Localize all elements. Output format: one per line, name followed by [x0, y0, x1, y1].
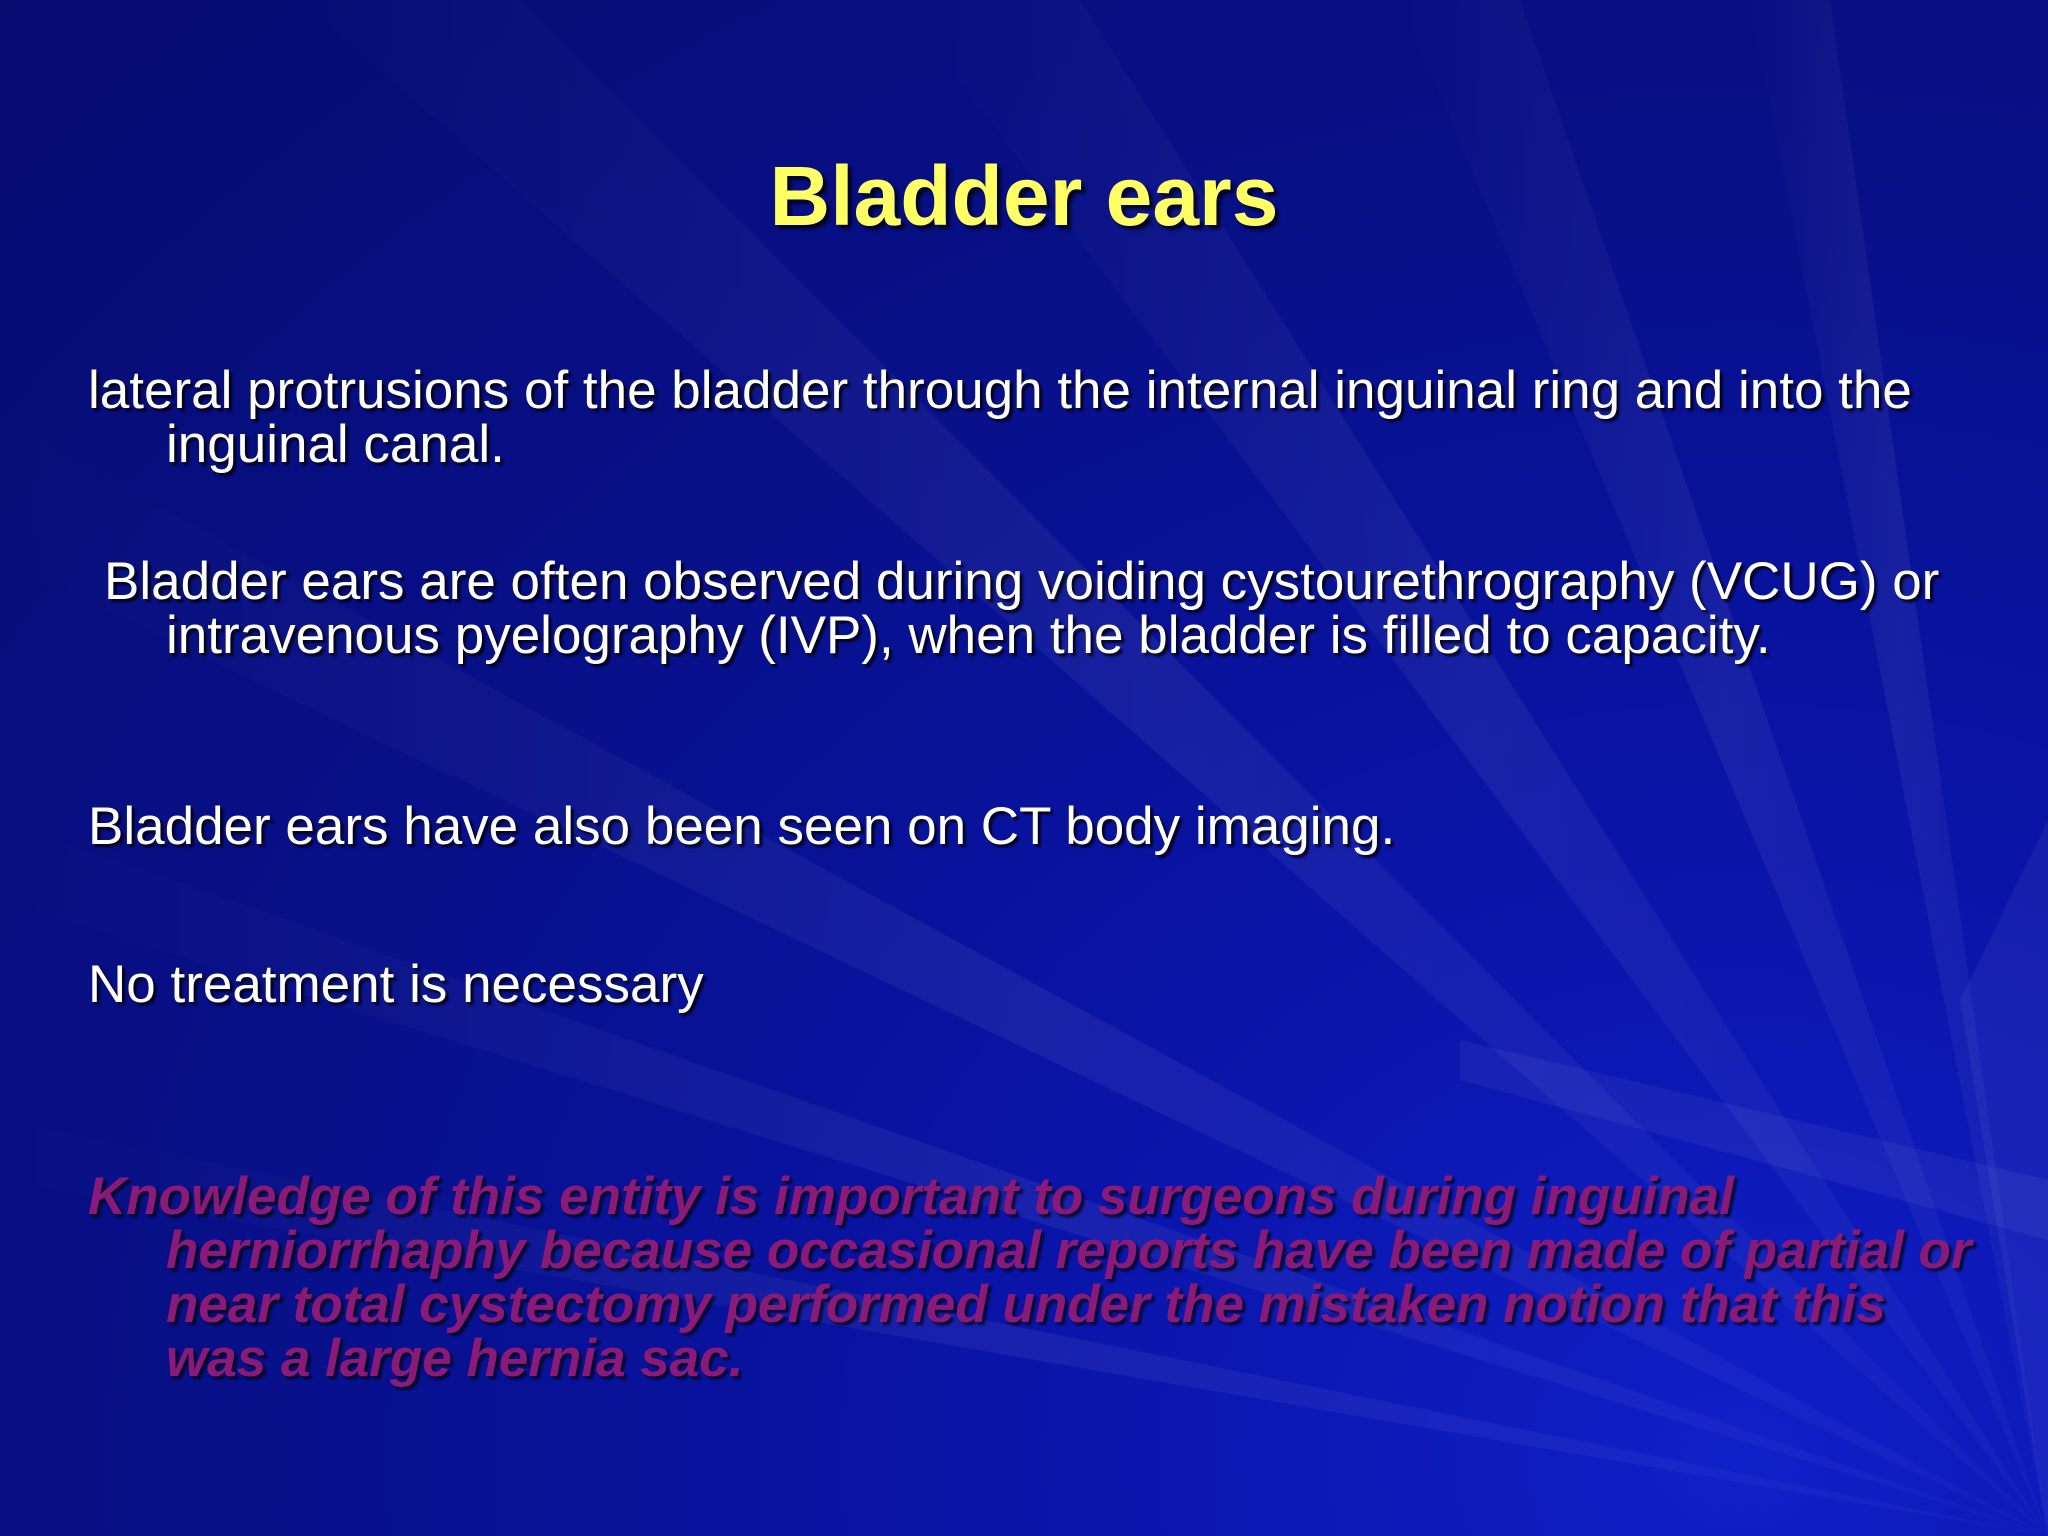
paragraph-treatment: No treatment is necessary	[88, 955, 704, 1014]
paragraph-definition: lateral protrusions of the bladder through the internal inguinal ring and into the inguinal canal.	[88, 361, 1912, 474]
paragraph-surgical-warning: Knowledge of this entity is important to surgeons during inguinal herniorrhaphy because occasional reports have been made of partial or near total cystectomy performed under the mistaken notion that this was a large hernia sac.	[88, 1167, 1972, 1388]
paragraph-observation: Bladder ears are often observed during voiding cystourethrography (VCUG) or intravenous pyelography (IVP), when the bladder is filled to capacity.	[104, 552, 1940, 665]
slide-title: Bladder ears	[769, 149, 1279, 243]
paragraph-ct-imaging: Bladder ears have also been seen on CT body imaging.	[88, 797, 1396, 856]
